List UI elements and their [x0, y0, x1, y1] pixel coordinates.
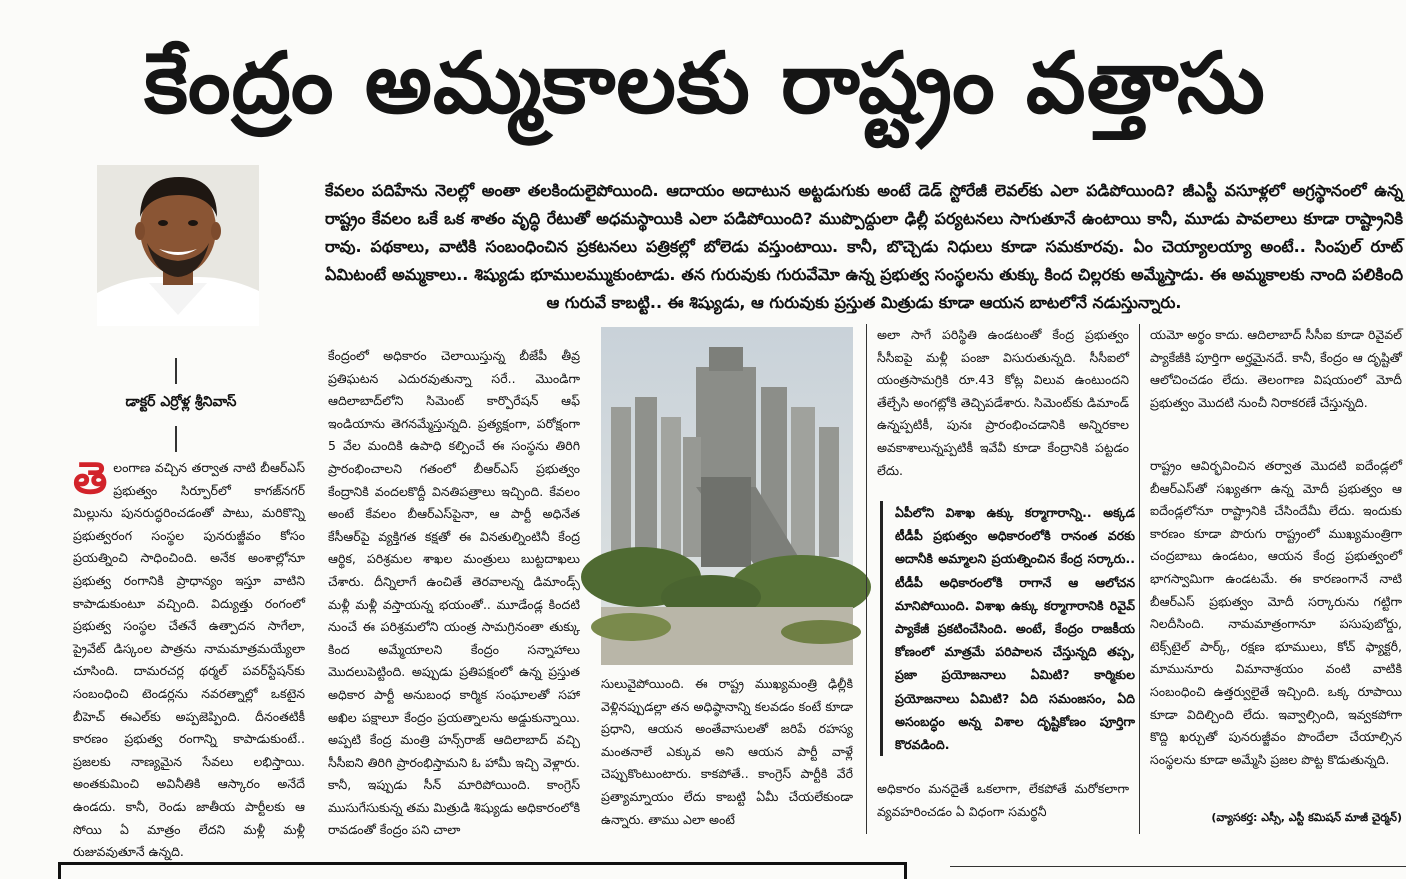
pull-quote: ఏపీలోని విశాఖ ఉక్కు కర్మాగారాన్ని.. అక్కడ టీడీపీ ప్రభుత్వం అధికారంలోకి రానంత వరకు అదానీకి అమ్మాలని ప్రయత్నించిన కేంద్ర సర్కారు.. టీడీపీ అధికారంలోకి రాగానే ఆ ఆలోచన మానిపోయింది. విశాఖ ఉక్కు కర్మాగారానికి రివైవ్ ప్యాకేజీ ప్రకటించేసింది. అంటే, కేంద్రం రాజకీయ కోణంలో మాత్రమే పరిపాలన చేస్తున్నది తప్ప, ప్రజా ప్రయోజనాలు ఏమిటి? కార్మికుల ప్రయోజనాలు ఏమిటి? ఏది సమంజసం, ఏది అసంబద్ధం అన్న విశాల దృష్టికోణం పూర్తిగా కొరవడింది. — [880, 501, 1135, 756]
article-column-1 — [73, 453, 305, 860]
footer-divider — [950, 866, 1406, 867]
article-column-4-top — [877, 324, 1129, 482]
column-4-top-text: అలా సాగే పరిస్థితి ఉండటంతో కేంద్ర ప్రభుత్వం సీసీఐపై మళ్లీ పంజా విసురుతున్నది. సీసీఐలో యంత్రసామగ్రికి రూ.43 కోట్ల విలువ ఉంటుందని తేల్చేసి అంగట్లోకి తెచ్చిపడేశారు. సిమెంట్‌కు డిమాండ్ ఉన్నప్పటికీ, పునః ప్రారంభించడానికి అన్నిరకాల అవకాశాలున్నప్పటికీ ఇవేవీ కూడా కేంద్రానికి పట్టడం లేదు. — [877, 327, 1129, 478]
bottom-box — [58, 862, 907, 879]
column-1-text: లంగాణ వచ్చిన తర్వాత నాటి బీఆర్‌ఎస్ ప్రభుత్వం సిర్పూర్‌లో కాగజ్‌నగర్ మిల్లును పునరుద్ధరించడంతో పాటు, మరికొన్ని ప్రభుత్వరంగ సంస్థల పునరుజ్జీవం కోసం ప్రయత్నించి సాధించింది. అనేక అంశాల్లోనూ ప్రభుత్వ రంగానికి ప్రాధాన్యం ఇస్తూ వాటిని కాపాడుకుంటూ వచ్చింది. విద్యుత్తు రంగంలో ప్రభుత్వ సంస్థల చేతనే ఉత్పాదన సాగేలా, ప్రైవేట్ డిస్కంల పాత్రను నామమాత్రమయ్యేలా చూసింది. దామరచర్ల థర్మల్ పవర్‌స్టేషన్‌కు సంబంధించి టెండర్లను నవరత్నాల్లో ఒకటైన బీహెచ్ ఈఎల్‌కు అప్పజెప్పింది. దీనంతటికీ కారణం ప్రభుత్వ రంగాన్ని కాపాడుకుంటే.. ప్రజలకు నాణ్యమైన సేవలు లభిస్తాయి. అంతకుమించి అవినీతికి ఆస్కారం అనేదే ఉండదు. కానీ, రెండు జాతీయ పార్టీలకు ఆ సోయి ఏ మాత్రం లేదని మళ్లీ మళ్లీ రుజువవుతూనే ఉన్నది. — [73, 460, 305, 860]
cement-factory-photo — [601, 327, 853, 665]
author-credit: (వ్యాసకర్త: ఎస్సీ, ఎస్టీ కమిషన్ మాజీ చైర్మన్) — [1211, 811, 1402, 824]
column-rule-3 — [866, 324, 867, 834]
article-column-5 — [1150, 324, 1402, 436]
lead-paragraph: కేవలం పదిహేను నెలల్లో అంతా తలకిందులైపోయింది. ఆదాయం అదాటున అట్టడుగుకు అంటే డెడ్ స్టోరేజీ లెవల్‌కు ఎలా పడిపోయింది? జీఎస్టీ వసూళ్లలో అగ్రస్థానంలో ఉన్న రాష్ట్రం కేవలం ఒకే ఒక శాతం వృద్ధి రేటుతో అధమస్థాయికి ఎలా పడిపోయింది? ముప్పొద్దులా ఢిల్లీ పర్యటనలు సాగుతూనే ఉంటాయి కానీ, మూడు పావలాలు కూడా రాష్ట్రానికి రావు. పథకాలు, వాటికి సంబంధించిన ప్రకటనలు పత్రికల్లో బోలెడు వస్తుంటాయి. కానీ, బొచ్చెడు నిధులు కూడా సమకూరవు. ఏం చెయ్యాలయ్యా అంటే.. సింపుల్ రూట్ ఏమిటంటే అమ్మకాలు.. శిష్యుడు భూములమ్ముకుంటాడు. తన గురువుకు గురువేమో ఉన్న ప్రభుత్వ సంస్థలను తుక్కు కింద చిల్లరకు అమ్మేస్తాడు. ఈ అమ్మకాలకు నాంది పలికింది ఆ గురువే కాబట్టి.. ఈ శిష్యుడు, ఆ గురువుకు ప్రస్తుత మిత్రుడు కూడా ఆయన బాటలోనే నడుస్తున్నారు. — [325, 181, 1403, 312]
byline: డాక్టర్ ఎర్రోళ్ల శ్రీనివాస్ — [125, 394, 237, 410]
column-rule-4 — [1139, 324, 1140, 834]
author-photo — [97, 165, 259, 326]
article-column-4-bottom — [877, 778, 1129, 828]
column-5-text: యమో అర్థం కాదు. ఆదిలాబాద్ సీసీఐ కూడా రివైవల్ ప్యాకేజీకి పూర్తిగా అర్హమైనదే. కానీ, కేంద్రం ఆ దృష్టితో ఆలోచించడం లేదు. తెలంగాణ విషయంలో మోదీ ప్రభుత్వం మొదటి నుంచీ నిరాకరణే చేస్తున్నది. — [1150, 327, 1402, 410]
column-4-bottom-text: అధికారం మనదైతే ఒకలాగా, లేకపోతే మరోకలాగా వ్యవహరించడం ఏ విధంగా సమర్థనీ — [877, 781, 1129, 819]
article-column-5b — [1150, 455, 1402, 805]
byline-rule-bottom — [175, 426, 177, 452]
byline-rule-top — [175, 358, 177, 384]
column-2-text: కేంద్రంలో అధికారం చెలాయిస్తున్న బీజేపీ తీవ్ర ప్రతిఘటన ఎదురవుతున్నా సరే.. మొండిగా ఆదిలాబాద్‌లోని సిమెంట్ కార్పొరేషన్ ఆఫ్ ఇండియాను తెగనమ్మేస్తున్నది. ప్రత్యక్షంగా, పరోక్షంగా 5 వేల మందికి ఉపాధి కల్పించే ఈ సంస్థను తిరిగి ప్రారంభించాలని గతంలో బీఆర్‌ఎస్ ప్రభుత్వం కేంద్రానికి వందలకొద్దీ వినతిపత్రాలు ఇచ్చింది. కేవలం అంటే కేవలం బీఆర్‌ఎస్‌పైనా, ఆ పార్టీ అధినేత కేసీఆర్‌పై వ్యక్తిగత కక్షతో ఈ వినతుల్నింటినీ కేంద్ర ఆర్థిక, పరిశ్రమల శాఖల మంత్రులు బుట్టదాఖలు చేశారు. దీన్నిలాగే ఉంచితే తెరవాలన్న డిమాండ్స్ మళ్లీ మళ్లీ వస్తాయన్న భయంతో.. మూడేండ్ల కిందటి నుంచే ఈ పరిశ్రమలోని యంత్ర సామగ్రినంతా తుక్కు కింద అమ్మేయాలని కేంద్రం సన్నాహాలు మొదలుపెట్టింది. అప్పుడు ప్రతిపక్షంలో ఉన్న ప్రస్తుత అధికార పార్టీ అనుబంధ కార్మిక సంఘాలతో సహా అఖిల పక్షాలూ కేంద్రం ప్రయత్నాలను అడ్డుకున్నాయి. అప్పటి కేంద్ర మంత్రి హన్స్‌రాజ్ ఆదిలాబాద్ వచ్చి సీసీఐని తిరిగి ప్రారంభిస్తామని ఓ హామీ ఇచ్చి వెళ్లారు. కానీ, ఇప్పుడు సీన్ మారిపోయింది. కాంగ్రెస్ ముసుగేసుకున్న తమ మిత్రుడి శిష్యుడు అధికారంలోకి రావడంతో కేంద్రం పని చాలా — [328, 348, 580, 838]
column-3-text: సులువైపోయింది. ఈ రాష్ట్ర ముఖ్యమంత్రి ఢిల్లీకి వెళ్లినప్పుడల్లా తన అధిష్ఠానాన్ని కలవడం కంటే కూడా ప్రధాని, ఆయన అంతేవాసులతో జరిపే రహస్య మంతనాలే ఎక్కువ అని ఆయన పార్టీ వాళ్లే చెప్పుకొంటుంటారు. కాకపోతే.. కాంగ్రెస్ పార్టీకి వేరే ప్రత్యామ్నాయం లేదు కాబట్టి ఏమీ చేయలేకుండా ఉన్నారు. తాము ఎలా అంటే — [601, 676, 853, 827]
article-column-2 — [328, 345, 580, 838]
dropcap: తె — [73, 453, 108, 504]
column-5b-text: రాష్ట్రం ఆవిర్భవించిన తర్వాత మొదటి ఐదేండ్లలో బీఆర్‌ఎస్‌తో సఖ్యతగా ఉన్న మోదీ ప్రభుత్వం ఆ ఐదేండ్లలోనూ రాష్ట్రానికి చేసిందేమీ లేదు. ఇందుకు కారణం కూడా పొరుగు రాష్ట్రంలో ముఖ్యమంత్రిగా చంద్రబాబు ఉండటం, ఆయన కేంద్ర ప్రభుత్వంలో భాగస్వామిగా ఉండటమే. ఈ కారణంగానే నాటి బీఆర్‌ఎస్ ప్రభుత్వం మోదీ సర్కారును గట్టిగా నిలదీసింది. నామమాత్రంగానూ పసుపుబోర్డు, టెక్స్‌టైల్ పార్క్, రక్షణ భూములు, కోచ్ ఫ్యాక్టరీ, మామునూరు విమానాశ్రయం వంటి వాటికి సంబంధించి ఉత్తర్వులైతే ఇచ్చింది. ఒక్క రూపాయి కూడా విదిల్చింది లేదు. ఇవ్వాల్సింది, ఇవ్వకపోగా కొద్ది ఖర్చుతో పునరుజ్జీవం పొందేలా చేయాల్సిన సంస్థలను కూడా అమ్మేసి ప్రజల పొట్ట కొడుతున్నది. — [1150, 458, 1402, 767]
headline: కేంద్రం అమ్మకాలకు రాష్ట్రం వత్తాసు — [144, 34, 1266, 132]
article-column-3 — [601, 673, 853, 829]
